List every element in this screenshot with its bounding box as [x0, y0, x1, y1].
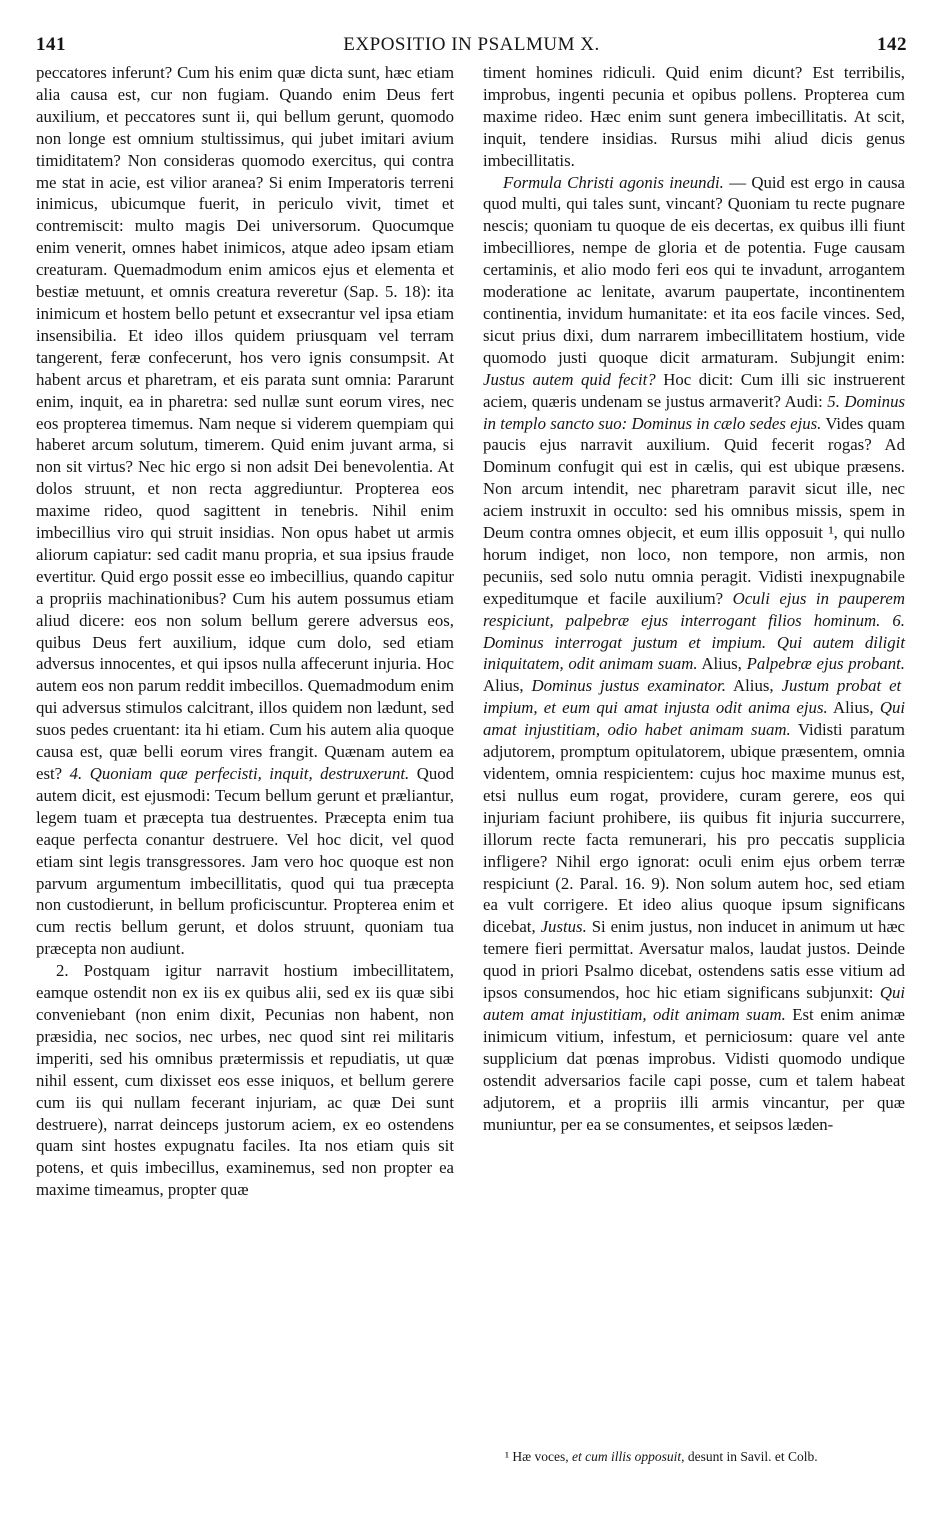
paragraph	[36, 960, 454, 1201]
page-number-right: 142	[877, 34, 907, 55]
running-header	[36, 34, 907, 60]
footnote-quote: et cum illis opposuit,	[572, 1449, 685, 1464]
scripture-quote: Justum probat et impium, et eum qui amat injusta odit anima ejus.	[483, 676, 902, 718]
paragraph-text: Alius,	[697, 654, 747, 674]
footnote-text: ¹ Hæ voces,	[505, 1449, 573, 1464]
scripture-quote: Qui amat injustitiam, odio habet animam suam.	[483, 698, 905, 740]
paragraph	[483, 172, 905, 1136]
scripture-quote: Justus autem quid fecit?	[483, 369, 656, 389]
paragraph-text: Alius,	[483, 676, 532, 696]
paragraph-text: Alius,	[827, 698, 880, 718]
paragraph-text: Alius,	[725, 676, 782, 696]
left-column	[36, 62, 454, 1201]
scripture-quote: Oculi ejus in pauperem respiciunt, palpebræ ejus interrogant filios hominum. 6. Dominus interrogat justum et impium. Qui autem diligit iniquitatem, odit animam suam.	[483, 588, 905, 674]
paragraph-text: Hoc dicit: Cum illi sic instruerent aciem, quæris undenam se justus armaverit? Audi:	[483, 369, 905, 411]
scripture-quote: 5. Dominus in templo sancto suo: Dominus in cælo sedes ejus.	[483, 391, 905, 433]
footnote	[505, 1448, 905, 1466]
scripture-quote: Qui autem amat injustitiam, odit animam suam.	[483, 983, 905, 1024]
paragraph	[483, 62, 905, 172]
page-number-left: 141	[36, 34, 66, 55]
scripture-quote: Palpebræ ejus probant.	[746, 654, 906, 674]
paragraph-text: — Quid est ergo in causa quod multi, qui tales sunt, vincant? Quoniam tu recte pugnare nescis; quoniam tu quoque de eis decertas, ex quibus illi fiunt imbecilliores, nempe de gloria et de potentia. Fuge causam certaminis, et alio modo feri eos qui te invadunt, arrogantem moderatione ac lenitate, avarum paupertate, incontinentem continentia, invidum humanitate: et ita eos facile vinces. Sed, sicut prius dixi, dum narrarem imbecillitatem hostium, vide quomodo justi quoque dicit armaturam. Subjungit enim:	[483, 172, 905, 367]
paragraph-text: Si enim justus, non inducet in animum ut hæc temere fieri permittat. Aversatur malos, laudat justos. Deinde quod in priori Psalmo dicebat, ostendens satis esse vitium ad ipsos consumendos, hoc hic etiam significans subjunxit:	[483, 917, 905, 1003]
paragraph-text: Est enim animæ inimicum vitium, infestum, et perniciosum: quare vel ante supplicium dat pœnas improbus. Vidisti quomodo undique ostendit adversarios facile capi posse, cum et talem habeat adjutorem, et a propriis illi armis vincantur, per quæ muniuntur, per ea se consumentes, et seipsos læden-	[483, 1004, 905, 1134]
section-heading: Formula Christi agonis ineundi.	[503, 172, 724, 192]
paragraph-text: peccatores inferunt? Cum his enim quæ dicta sunt, hæc etiam alia causa est, cur non fugiam. Quando enim Deus fert auxilium, et peccatores sunt ii, qui bellum gerunt, quomodo non longe est omnium stultissimus, qui jubet imitari avium timiditatem? Non consideras quomodo exercitus, qui contra me stat in acie, est vilior aranea? Si enim Imperatoris terreni inimicus, ubicumque fuerit, in periculo vivit, timet et contremiscit: multo magis Dei universorum. Quocumque enim venerit, omnes habet inimicos, atque adeo ipsam etiam creaturam. Quemadmodum enim amicos ejus et elementa et bestiæ metuunt, et omnis creatura reveretur (Sap. 5. 18): ita inimicum et hostem bello petunt et exsecrantur vel ipsa etiam insensibilia. Et ideo illos quidem priusquam vel terram tangerent, feræ confecerunt, hos vero ignis consumpsit. At habent arcus et pharetram, et eis parata sunt omnia: Pararunt enim, inquit, ea in pharetra: sed nullæ sunt eorum vires, nec eos propterea timemus. Nam neque si viderem quempiam qui haberet arcum solutum, timerem. Quid enim juvant arma, si non sit virtus? Nec hic ergo si non adsit Dei benevolentia. At dolos struunt, et non recta aggrediuntur. Propterea eos maxime rideo, quod sagittent in tenebris. Nihil enim imbecillius viro qui struit insidias. Non opus habet ut armis aliorum capiatur: sed cadit manu propria, et sua ipsius fraude evertitur. Quid ergo possit esse eo imbecillius, quando capitur a propriis machinationibus? Cum his autem possumus etiam aliud dicere: eos non solum bellum gerere adversus eos, quibus Deus fert auxilium, idque cum dolo, sed etiam adversus innocentes, et qui ipsos nulla affecerunt injuria. Hoc autem eos non parum reddit imbecillos. Quemadmodum enim qui adversus stimulos calcitrant, illos quidem non lædunt, sed suos pedes cruentant: ita hi etiam. Cum his autem alia quoque causa est, quæ belli eorum vires frangit. Quænam autem ea est?	[36, 63, 454, 783]
footnote-text: desunt in Savil. et Colb.	[684, 1449, 818, 1464]
running-title: EXPOSITIO IN PSALMUM X.	[343, 34, 600, 55]
paragraph	[36, 62, 454, 960]
paragraph-text: Vidisti paratum adjutorem, promptum opitulatorem, ubique præsentem, omnia videntem, omnia respicientem: cujus hoc maxime munus est, etsi nullus eum rogat, providere, curam gerere, eos qui injuriam faciunt prohibere, iis quibus fit injuria succurrere, illorum recte facta remunerari, his pro peccatis supplicia infligere? Nihil ergo ignorat: oculi enim ejus orbem terræ respiciunt (2. Paral. 16. 9). Non solum autem hoc, sed etiam ea vult corrigere. Et ideo alius quoque ipsum significans dicebat,	[483, 720, 905, 937]
scripture-quote: Justus.	[540, 917, 587, 937]
paragraph-text: Vides quam paucis ejus narravit auxilium. Quid fecerit rogas? Ad Dominum confugit qui est in cælis, qui est ubique præsens. Non arcum intendit, nec pharetram paravit sicut ille, nec aciem instruxit in occulto: sed his omnibus missis, spem in Deum contra omnes objecit, et eum illis opposuit ¹, qui nullo horum indiget, non loco, non tempore, non armis, non pecuniis, sed solo nutu omnia peragit. Vidisti inexpugnabile expeditumque et facile auxilium?	[483, 413, 905, 608]
paragraph-text: Quod autem dicit, est ejusmodi: Tecum bellum gerunt et præliantur, legem tuam et præcepta tua destruentes. Præcepta enim tua eaque perfecta conantur destruere. Vel hoc dicit, vel quod etiam sint legis transgressores. Jam vero hoc quoque est non parvum argumentum imbecillitatis, quod qui tua præcepta non custodierunt, in bellum proficiscuntur. Propterea enim et cum rectis bellum gerunt, et dolos struunt, quoniam tua præcepta non audiunt.	[36, 764, 454, 959]
scripture-quote: Dominus justus examinator.	[531, 676, 726, 696]
paragraph-text: 2. Postquam igitur narravit hostium imbecillitatem, eamque ostendit non ex iis ex quibus alii, sed ex iis quæ sibi conveniebant (non enim dixit, Pecunias non habent, non præsidia, nec socios, nec urbes, nec quod sint rei militaris imperiti, sed his omnibus prætermissis et repudiatis, ut quæ nihil essent, cum dixisset eos esse iniquos, et bellum gerere cum iis qui nullam fecerant injuriam, ac quæ Dei sunt destruere), narrat deinceps justorum aciem, ex eo ostendens quam sint hostes expugnatu faciles. Ita nos etiam quis sit potens, et quis imbecillus, examinemus, sed non propter ea maxime timeamus, propter quæ	[36, 961, 454, 1200]
right-column	[483, 62, 905, 1135]
paragraph-text: timent homines ridiculi. Quid enim dicunt? Est terribilis, improbus, ingenti pecunia et opibus pollens. Propterea cum maxime rideo. Hæc enim sunt genera imbecillitatis. At scit, inquit, tendere insidias. Rursus mihi aliud dicis genus imbecillitatis.	[483, 63, 905, 170]
scripture-quote: 4. Quoniam quæ perfecisti, inquit, destruxerunt.	[69, 764, 410, 783]
